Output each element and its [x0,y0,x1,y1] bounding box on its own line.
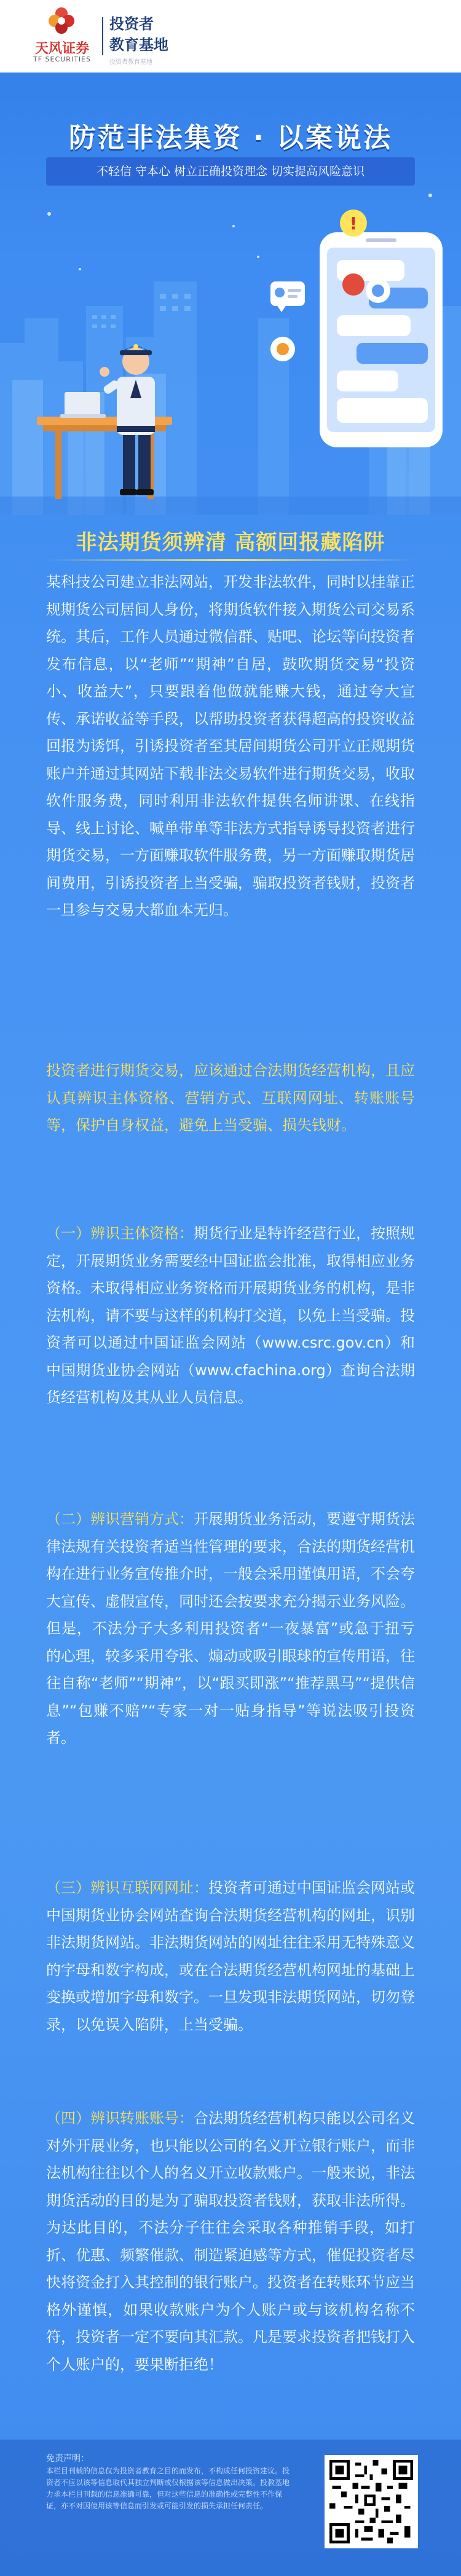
base-title-line2: 教育基地 [109,36,168,53]
tip-label: （一）辨识主体资格： [46,1225,194,1242]
base-tagline: 投资者教育基地 [109,59,152,66]
tip-marketing-method [46,1506,415,1752]
base-title [109,14,168,55]
tip-body: 期货行业是特许经营行业，按照规定，开展期货业务需要经中国证监会批准，取得相应业务资格。未取得相应业务资格而开展期货业务的机构，是非法机构，请不要与这样的机构打交道，以免上当受骗。投资者可以通过中国证监会网站（www.csrc.gov.cn）和中国期货业协会网站（www.cfachina.org）查询合法期货经营机构及其从业人员信息。 [46,1225,415,1406]
subtitle-text: 不轻信 守本心 树立正确投资理念 切实提高风险意识 [96,165,365,178]
tip-body: 开展期货业务活动，要遵守期货法律法规有关投资者适当性管理的要求，合法的期货经营机构在进行业务宣传推介时，一般会采用谨慎用语，不会夸大宣传、虚假宣传，同时还会按要求充分揭示业务风险。但是，不法分子大多利用投资者“一夜暴富”或急于扭亏的心理，较多采用夸张、煽动或吸引眼球的宣传用语，往往自称“老师”“期神”，以“跟买即涨”“推荐黑马”“提供信息”“包赚不赔”“专家一对一贴身指导”等说法吸引投资者。 [46,1510,415,1746]
advice-summary: 投资者进行期货交易，应该通过合法期货经营机构，且应认真辨识主体资格、营销方式、互联网网址、转账账号等，保护自身权益，避免上当受骗、损失钱财。 [46,1062,415,1134]
base-title-line1: 投资者 [109,15,154,33]
case-description: 某科技公司建立非法网站，开发非法软件，同时以挂靠正规期货公司居间人身份，将期货软件接入期货公司交易系统。其后，工作人员通过微信群、贴吧、论坛等向投资者发布信息，以“老师”“期神”自居，鼓吹期货交易“投资小、收益大”，只要跟着他做就能赚大钱，通过夸大宣传、承诺收益等手段，以帮助投资者获得超高的投资收益回报为诱饵，引诱投资者至其居间期货公司开立正规期货账户并通过其网站下载非法交易软件进行期货交易，收取软件服务费，同时利用非法软件提供名师讲课、在线指导、线上讨论、喊单带单等非法方式指导诱导投资者进行期货交易，一方面赚取软件服务费，另一方面赚取期货居间费用，引诱投资者上当受骗，骗取投资者钱财，投资者一旦参与交易大都血本无归。 [46,573,415,919]
tip-label: （二）辨识营销方式： [46,1510,194,1528]
flower-logo-icon [47,6,76,36]
section-heading: 非法期货须辨清 高额回报藏陷阱 [76,530,385,555]
tip-transfer-account [46,2105,415,2378]
brand-logo [25,6,98,66]
tip-body: 合法期货经营机构只能以公司名义对外开展业务，也只能以公司的名义开立银行账户，而非法机构往往以个人的名义开立收款账户。一般来说，非法期货活动的目的是为了骗取投资者钱财，获取非法所得。为达此目的，不法分子往往会采取各种推销手段，如打折、优惠、频繁催款、制造紧迫感等方式，催促投资者尽快将资金打入其控制的银行账户。投资者在转账环节应当格外谨慎，如果收款账户为个人账户或与该机构名称不符，投资者一定不要向其汇款。凡是要求投资者把钱打入个人账户的，要果断拒绝！ [46,2110,415,2373]
tip-subject-qualification [46,1220,415,1412]
tip-label: （四）辨识转账账号： [46,2110,194,2127]
disclaimer-text: 本栏目刊载的信息仅为投资者教育之目的而发布，不构成任何投资建议。投资者不应以该等信息取代其独立判断或仅根据该等信息做出决策。投教基地力求本栏目刊载的信息准确可靠，但对这些信息的准确性或完整性不作保证，亦不对因使用该等信息而引发或可能引发的损失承担任何责任。 [46,2467,290,2510]
header-bar [0,0,461,73]
hero-banner [0,73,461,515]
tip-website-url [46,1874,415,2038]
page-title: 防范非法集资 · 以案说法 [68,122,393,154]
tip-body: 投资者可通过中国证监会网站或中国期货业协会网站查询合法期货经营机构的网址，识别非法期货网站。非法期货网站的网址往往采用无特殊意义的字母和数字构成，或在合法期货经营机构网址的基础上变换或增加字母和数字。一旦发现非法期货网站，切勿登录，以免误入陷阱，上当受骗。 [46,1879,415,2033]
brand-name: 天风证券 [34,41,89,57]
qr-code-icon [329,2460,413,2543]
tip-label: （三）辨识互联网网址： [46,1879,208,1896]
disclaimer-title: 免责声明： [46,2454,89,2464]
heading-underline [46,559,415,561]
brand-name-en: TF SECURITIES [33,55,91,63]
svg-text:!: ! [349,213,358,234]
header-divider [102,17,103,55]
qr-code[interactable] [325,2455,418,2548]
